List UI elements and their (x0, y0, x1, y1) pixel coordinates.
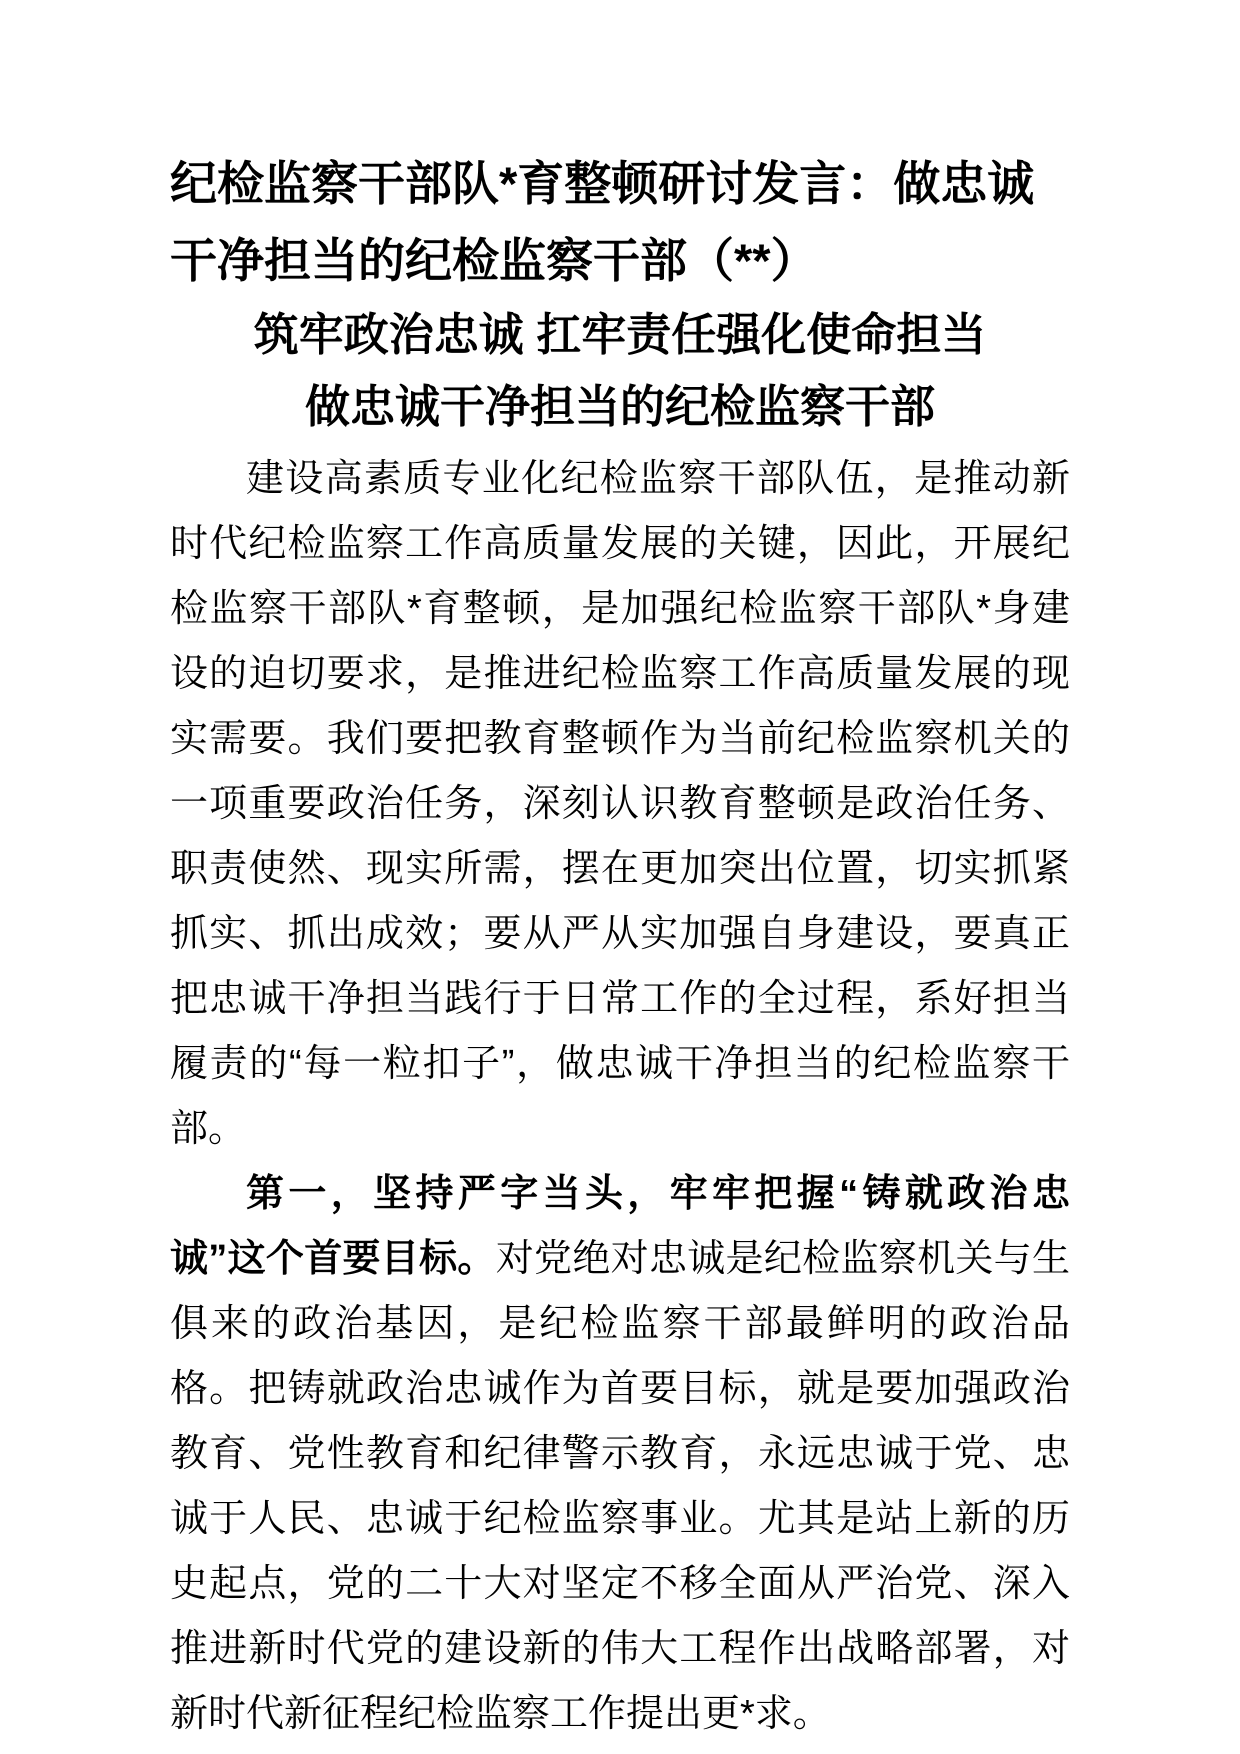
document-subtitle-line-2: 做忠诚干净担当的纪检监察干部 (304, 381, 935, 432)
document-body (170, 447, 1070, 1747)
paragraph-lead-bold: 第一，坚持严字当头，牢牢把握“铸就政治忠诚”这个首要目标。 (170, 1173, 1070, 1280)
document-title: 纪检监察干部队*育整顿研讨发言：做忠诚干净担当的纪检监察干部（**） (170, 157, 1035, 287)
document-subtitle-line-1: 筑牢政治忠诚 扛牢责任强化使命担当 (253, 309, 987, 360)
document-page (170, 0, 1070, 1747)
body-paragraph: 建设高素质专业化纪检监察干部队伍，是推动新时代纪检监察工作高质量发展的关键，因此，开展纪检监察干部队*育整顿，是加强纪检监察干部队*身建设的迫切要求，是推进纪检监察工作高质量发展的现实需要。我们要把教育整顿作为当前纪检监察机关的一项重要政治任务，深刻认识教育整顿是政治任务、职责使然、现实所需，摆在更加突出位置，切实抓紧抓实、抓出成效；要从严从实加强自身建设，要真正把忠诚干净担当践行于日常工作的全过程，系好担当履责的“每一粒扣子”，做忠诚干净担当的纪检监察干部。 (170, 458, 1070, 1150)
body-paragraph: 第一，坚持严字当头，牢牢把握“铸就政治忠诚”这个首要目标。对党绝对忠诚是纪检监察机关与生俱来的政治基因，是纪检监察干部最鲜明的政治品格。把铸就政治忠诚作为首要目标，就是要加强政治教育、党性教育和纪律警示教育，永远忠诚于党、忠诚于人民、忠诚于纪检监察事业。尤其是站上新的历史起点，党的二十大对坚定不移全面从严治党、深入推进新时代党的建设新的伟大工程作出战略部署，对新时代新征程纪检监察工作提出更*求。 (170, 1173, 1070, 1735)
